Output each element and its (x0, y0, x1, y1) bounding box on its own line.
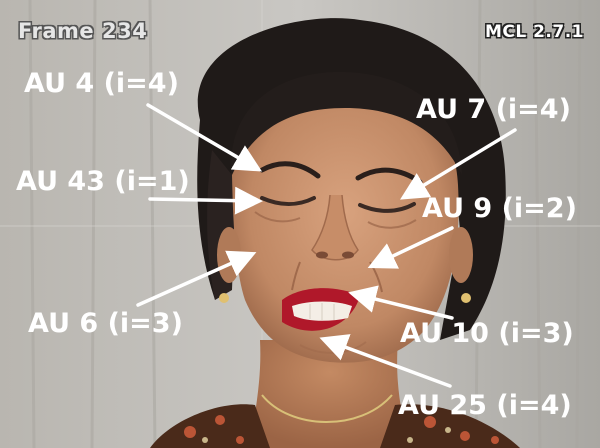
frame-counter-label: Frame 234 (18, 19, 148, 43)
annotation-label-au4: AU 4 (i=4) (24, 68, 179, 99)
annotation-label-au25: AU 25 (i=4) (398, 390, 572, 421)
annotation-label-au7: AU 7 (i=4) (416, 94, 571, 125)
annotation-label-au43: AU 43 (i=1) (16, 166, 190, 197)
version-label: MCL 2.7.1 (484, 22, 584, 42)
annotation-label-au6: AU 6 (i=3) (28, 308, 183, 339)
annotation-label-au10: AU 10 (i=3) (400, 318, 574, 349)
annotation-label-au9: AU 9 (i=2) (422, 193, 577, 224)
